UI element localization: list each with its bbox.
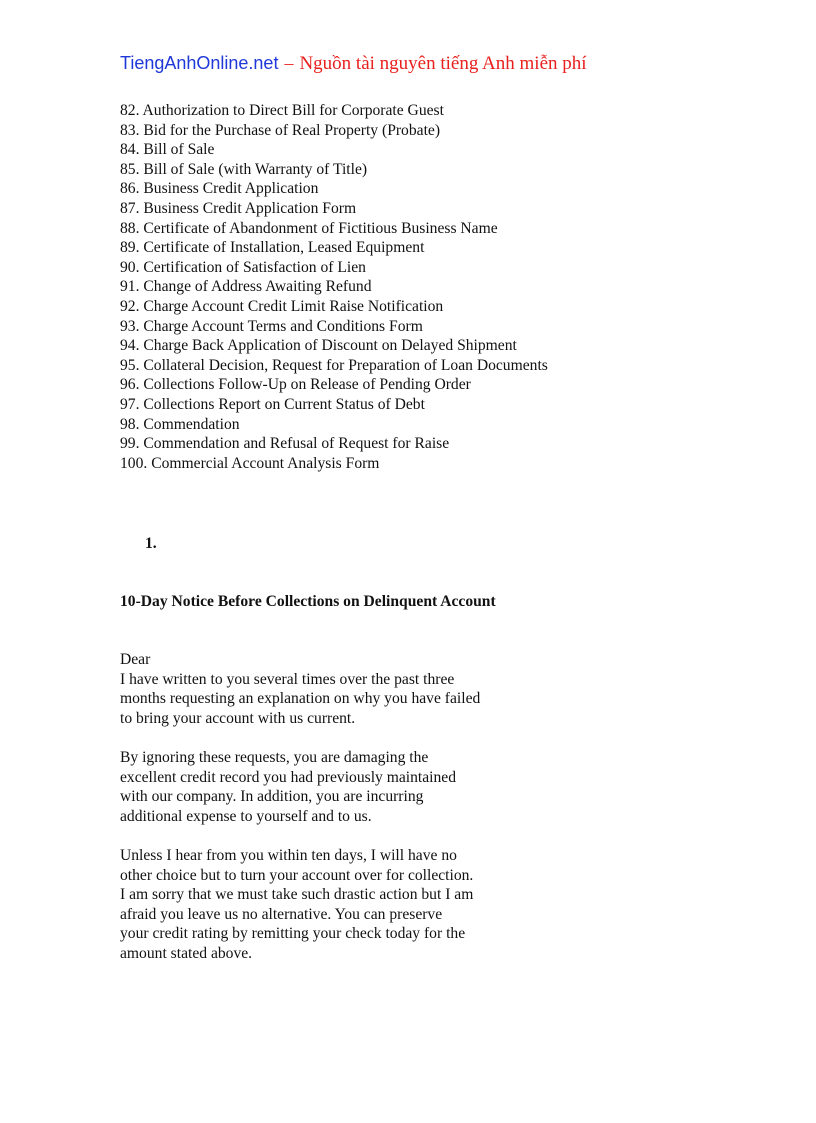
list-item: 92. Charge Account Credit Limit Raise Notification [120, 297, 444, 315]
list-item: 87. Business Credit Application Form [120, 199, 357, 217]
list-item: 93. Charge Account Terms and Conditions Form [120, 317, 423, 335]
letter-salutation: Dear [120, 651, 151, 668]
letter-line: I have written to you several times over the past three [120, 670, 455, 688]
list-item: 82. Authorization to Direct Bill for Corporate Guest [120, 102, 444, 119]
paragraph-gap [120, 826, 480, 846]
header-tagline: Nguồn tài nguyên tiếng Anh miễn phí [299, 53, 587, 74]
letter-body [120, 650, 480, 964]
header-dash: – [284, 53, 294, 73]
paragraph-gap [120, 728, 480, 748]
list-item: 83. Bid for the Purchase of Real Property (Probate) [120, 121, 441, 139]
list-item: 96. Collections Follow-Up on Release of Pending Order [120, 376, 471, 394]
list-item: 95. Collateral Decision, Request for Preparation of Loan Documents [120, 356, 548, 374]
letter-line: to bring your account with us current. [120, 709, 356, 727]
list-item: 90. Certification of Satisfaction of Lien [120, 258, 366, 276]
letter-line: your credit rating by remitting your check today for the [120, 925, 466, 943]
list-item: 91. Change of Address Awaiting Refund [120, 278, 372, 296]
site-link[interactable]: TiengAnhOnline.net [120, 53, 279, 73]
list-item: 89. Certificate of Installation, Leased Equipment [120, 239, 425, 257]
page-header [120, 51, 587, 77]
list-item: 100. Commercial Account Analysis Form [120, 454, 380, 472]
list-item: 99. Commendation and Refusal of Request for Raise [120, 435, 450, 453]
letter-line: afraid you leave us no alternative. You can preserve [120, 905, 443, 923]
list-item: 88. Certificate of Abandonment of Fictitious Business Name [120, 219, 498, 237]
letter-title: 10-Day Notice Before Collections on Delinquent Account [120, 593, 496, 610]
letter-line: other choice but to turn your account over for collection. [120, 866, 474, 884]
letter-line: amount stated above. [120, 944, 253, 962]
letter-line: months requesting an explanation on why you have failed [120, 690, 481, 708]
letter-line: excellent credit record you had previously maintained [120, 768, 457, 786]
list-item: 85. Bill of Sale (with Warranty of Title) [120, 160, 368, 178]
list-item: 97. Collections Report on Current Status of Debt [120, 395, 425, 413]
letter-line: By ignoring these requests, you are damaging the [120, 748, 429, 766]
letter-index-list [120, 101, 548, 473]
letter-line: with our company. In addition, you are incurring [120, 788, 424, 806]
list-item: 86. Business Credit Application [120, 180, 319, 198]
list-item: 98. Commendation [120, 415, 240, 433]
letter-line: additional expense to yourself and to us. [120, 807, 372, 825]
section-number: 1. [145, 535, 157, 552]
letter-line: I am sorry that we must take such drastic action but I am [120, 886, 474, 904]
list-item: 84. Bill of Sale [120, 141, 215, 159]
list-item: 94. Charge Back Application of Discount on Delayed Shipment [120, 337, 517, 355]
letter-line: Unless I hear from you within ten days, I will have no [120, 846, 457, 864]
